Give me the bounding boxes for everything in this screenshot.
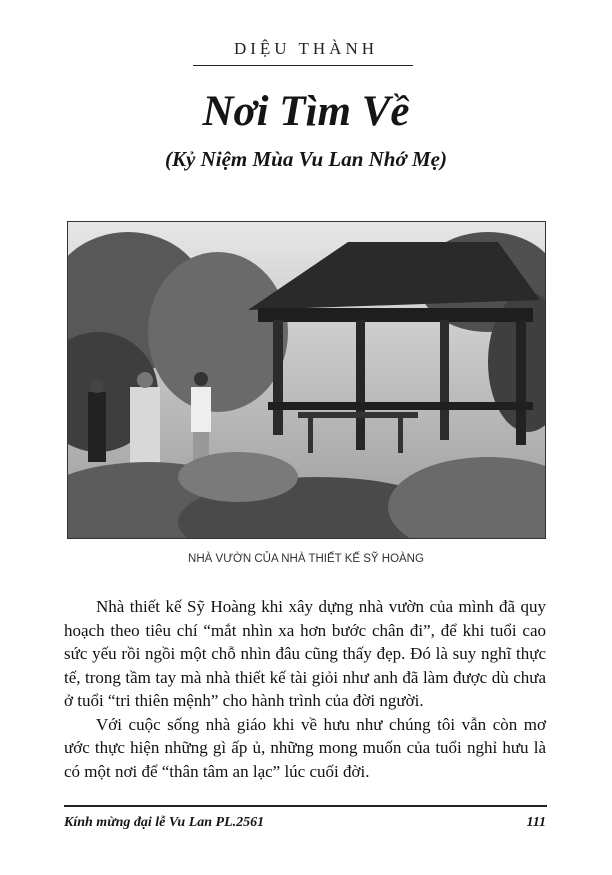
- photo-caption: NHÀ VƯỜN CỦA NHÀ THIẾT KẾ SỸ HOÀNG: [188, 553, 424, 565]
- footer-divider: [64, 805, 547, 807]
- article-subtitle: (Kỷ Niệm Mùa Vu Lan Nhớ Mẹ): [165, 147, 447, 171]
- article-body: [64, 595, 546, 783]
- page-number: 111: [526, 815, 546, 830]
- paragraph: Nhà thiết kế Sỹ Hoàng khi xây dựng nhà vườn của mình đã quy hoạch theo tiêu chí “mắt nhìn xa hơn bước chân đi”, để khi tuổi cao sức yếu rồi ngồi một chỗ nhìn đâu cũng thấy đẹp. Đó là suy nghĩ thực tế, trong tầm tay mà nhà thiết kế tài giỏi như anh đã làm được dù chưa ở tuổi “tri thiên mệnh” cho hành trình của đời người.: [64, 597, 546, 710]
- footer-publication: Kính mừng đại lễ Vu Lan PL.2561: [64, 815, 265, 830]
- author-divider: [193, 65, 413, 66]
- garden-photo: [67, 221, 546, 539]
- paragraph: Với cuộc sống nhà giáo khi về hưu như chúng tôi vẫn còn mơ ước thực hiện những gì ấp ủ, những mong muốn của tuổi nghỉ hưu là có một nơi để “thân tâm an lạc” lúc cuối đời.: [64, 714, 546, 781]
- article-title: Nơi Tìm Về: [202, 88, 410, 135]
- author-name: DIỆU THÀNH: [233, 39, 379, 58]
